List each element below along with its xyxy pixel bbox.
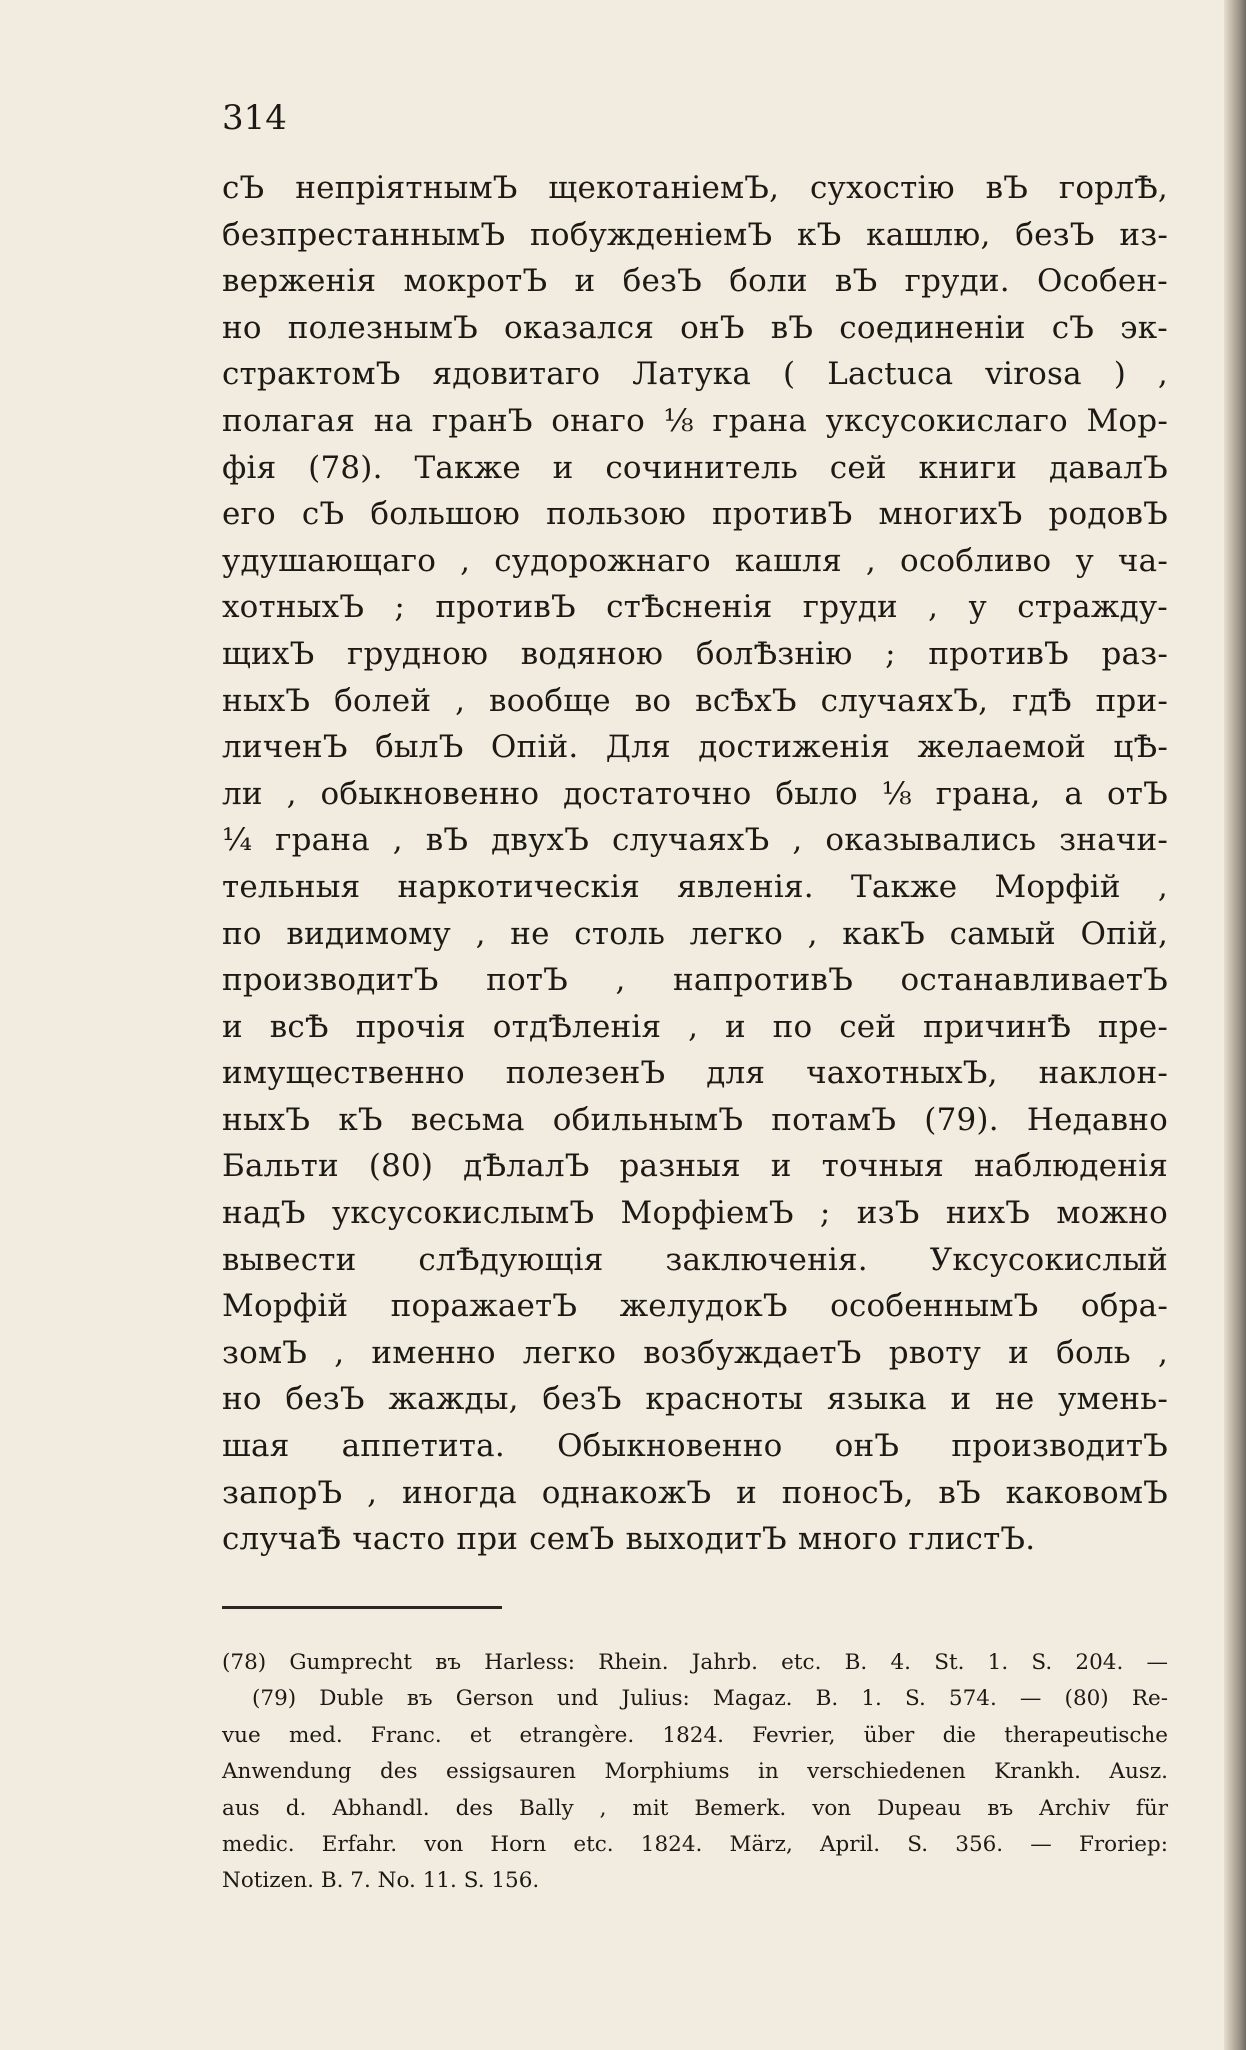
text-line: имущественно полезенЪ для чахотныхЪ, наклон- xyxy=(222,1055,1168,1092)
text-line: запорЪ , иногда однакожЪ и поносЪ, вЪ каковомЪ xyxy=(222,1474,1168,1511)
footnote-line: medic. Erfahr. von Horn etc. 1824. März, April. S. 356. — Froriep: xyxy=(222,1831,1168,1857)
footnote-line: aus d. Abhandl. des Bally , mit Bemerk. von Dupeau въ Archiv für xyxy=(222,1795,1168,1821)
text-line: верженія мокротЪ и безЪ боли вЪ груди. Особен- xyxy=(222,263,1168,300)
text-line: щихЪ грудною водяною болѢзнію ; противЪ раз- xyxy=(222,635,1168,672)
text-line: личенЪ былЪ Опій. Для достиженія желаемой цѢ- xyxy=(222,729,1168,766)
text-line: полагая на гранЪ онаго ⅛ грана уксусокислаго Мор- xyxy=(222,402,1168,439)
footnote-line: vue med. Franc. et etrangère. 1824. Fevrier, über die therapeutische xyxy=(222,1722,1168,1748)
footnote-divider xyxy=(222,1606,502,1609)
text-line: и всѢ прочія отдѢленія , и по сей причинѢ пре- xyxy=(222,1008,1168,1045)
text-line: зомЪ , именно легко возбуждаетЪ рвоту и боль , xyxy=(222,1334,1168,1371)
text-line: шая аппетита. Обыкновенно онЪ производитЪ xyxy=(222,1428,1168,1465)
footnote-line: Notizen. B. 7. No. 11. S. 156. xyxy=(222,1868,540,1894)
text-line: тельныя наркотическія явленія. Также Морфій , xyxy=(222,868,1168,905)
text-line: производитЪ потЪ , напротивЪ останавливаетЪ xyxy=(222,962,1168,999)
text-line: вывести слѢдующія заключенія. Уксусокислый xyxy=(222,1241,1168,1278)
text-line: по видимому , не столь легко , какЪ самый Опій, xyxy=(222,915,1168,952)
text-line: надЪ уксусокислымЪ МорфіемЪ ; изЪ нихЪ можно xyxy=(222,1195,1168,1232)
text-line: страктомЪ ядовитаго Латука ( Lactuca virosa ) , xyxy=(222,356,1168,393)
footnote-line: (78) Gumprecht въ Harless: Rhein. Jahrb. etc. B. 4. St. 1. S. 204. — xyxy=(222,1650,1168,1675)
text-line: но полезнымЪ оказался онЪ вЪ соединеніи сЪ эк- xyxy=(222,309,1168,346)
text-line: фія (78). Также и сочинитель сей книги давалЪ xyxy=(222,449,1168,486)
text-line: ¼ грана , вЪ двухЪ случаяхЪ , оказывались значи- xyxy=(222,822,1168,859)
footnote-line: Anwendung des essigsauren Morphiums in verschiedenen Krankh. Ausz. xyxy=(222,1759,1168,1785)
text-line: ли , обыкновенно достаточно было ⅛ грана, а отЪ xyxy=(222,775,1168,812)
footnotes xyxy=(222,1645,1168,1900)
text-line: ныхЪ болей , вообще во всѢхЪ случаяхЪ, гдѢ при- xyxy=(222,682,1168,719)
text-line: Бальти (80) дѢлалЪ разныя и точныя наблюденія xyxy=(222,1148,1168,1185)
body-text xyxy=(222,165,1168,1563)
text-line: хотныхЪ ; противЪ стѢсненія груди , у стражду- xyxy=(222,589,1168,626)
text-line: ныхЪ кЪ весьма обильнымЪ потамЪ (79). Недавно xyxy=(222,1101,1168,1138)
text-line: случаѢ часто при семЪ выходитЪ много глистЪ. xyxy=(222,1521,1036,1558)
page-spine-shadow xyxy=(1224,0,1246,2050)
text-line: безпрестаннымЪ побужденіемЪ кЪ кашлю, безЪ из- xyxy=(222,216,1168,253)
text-line: но безЪ жажды, безЪ красноты языка и не умень- xyxy=(222,1381,1168,1418)
text-line: его сЪ большою пользою противЪ многихЪ родовЪ xyxy=(222,496,1168,533)
text-line: удушающаго , судорожнаго кашля , особливо у ча- xyxy=(222,542,1168,579)
footnote-line: (79) Duble въ Gerson und Julius: Magaz. B. 1. S. 574. — (80) Re- xyxy=(252,1686,1168,1712)
text-line: сЪ непріятнымЪ щекотаніемЪ, сухостію вЪ горлѢ, xyxy=(222,170,1168,206)
text-line: Морфій поражаетЪ желудокЪ особеннымЪ обра- xyxy=(222,1288,1168,1325)
page-number: 314 xyxy=(222,98,287,138)
